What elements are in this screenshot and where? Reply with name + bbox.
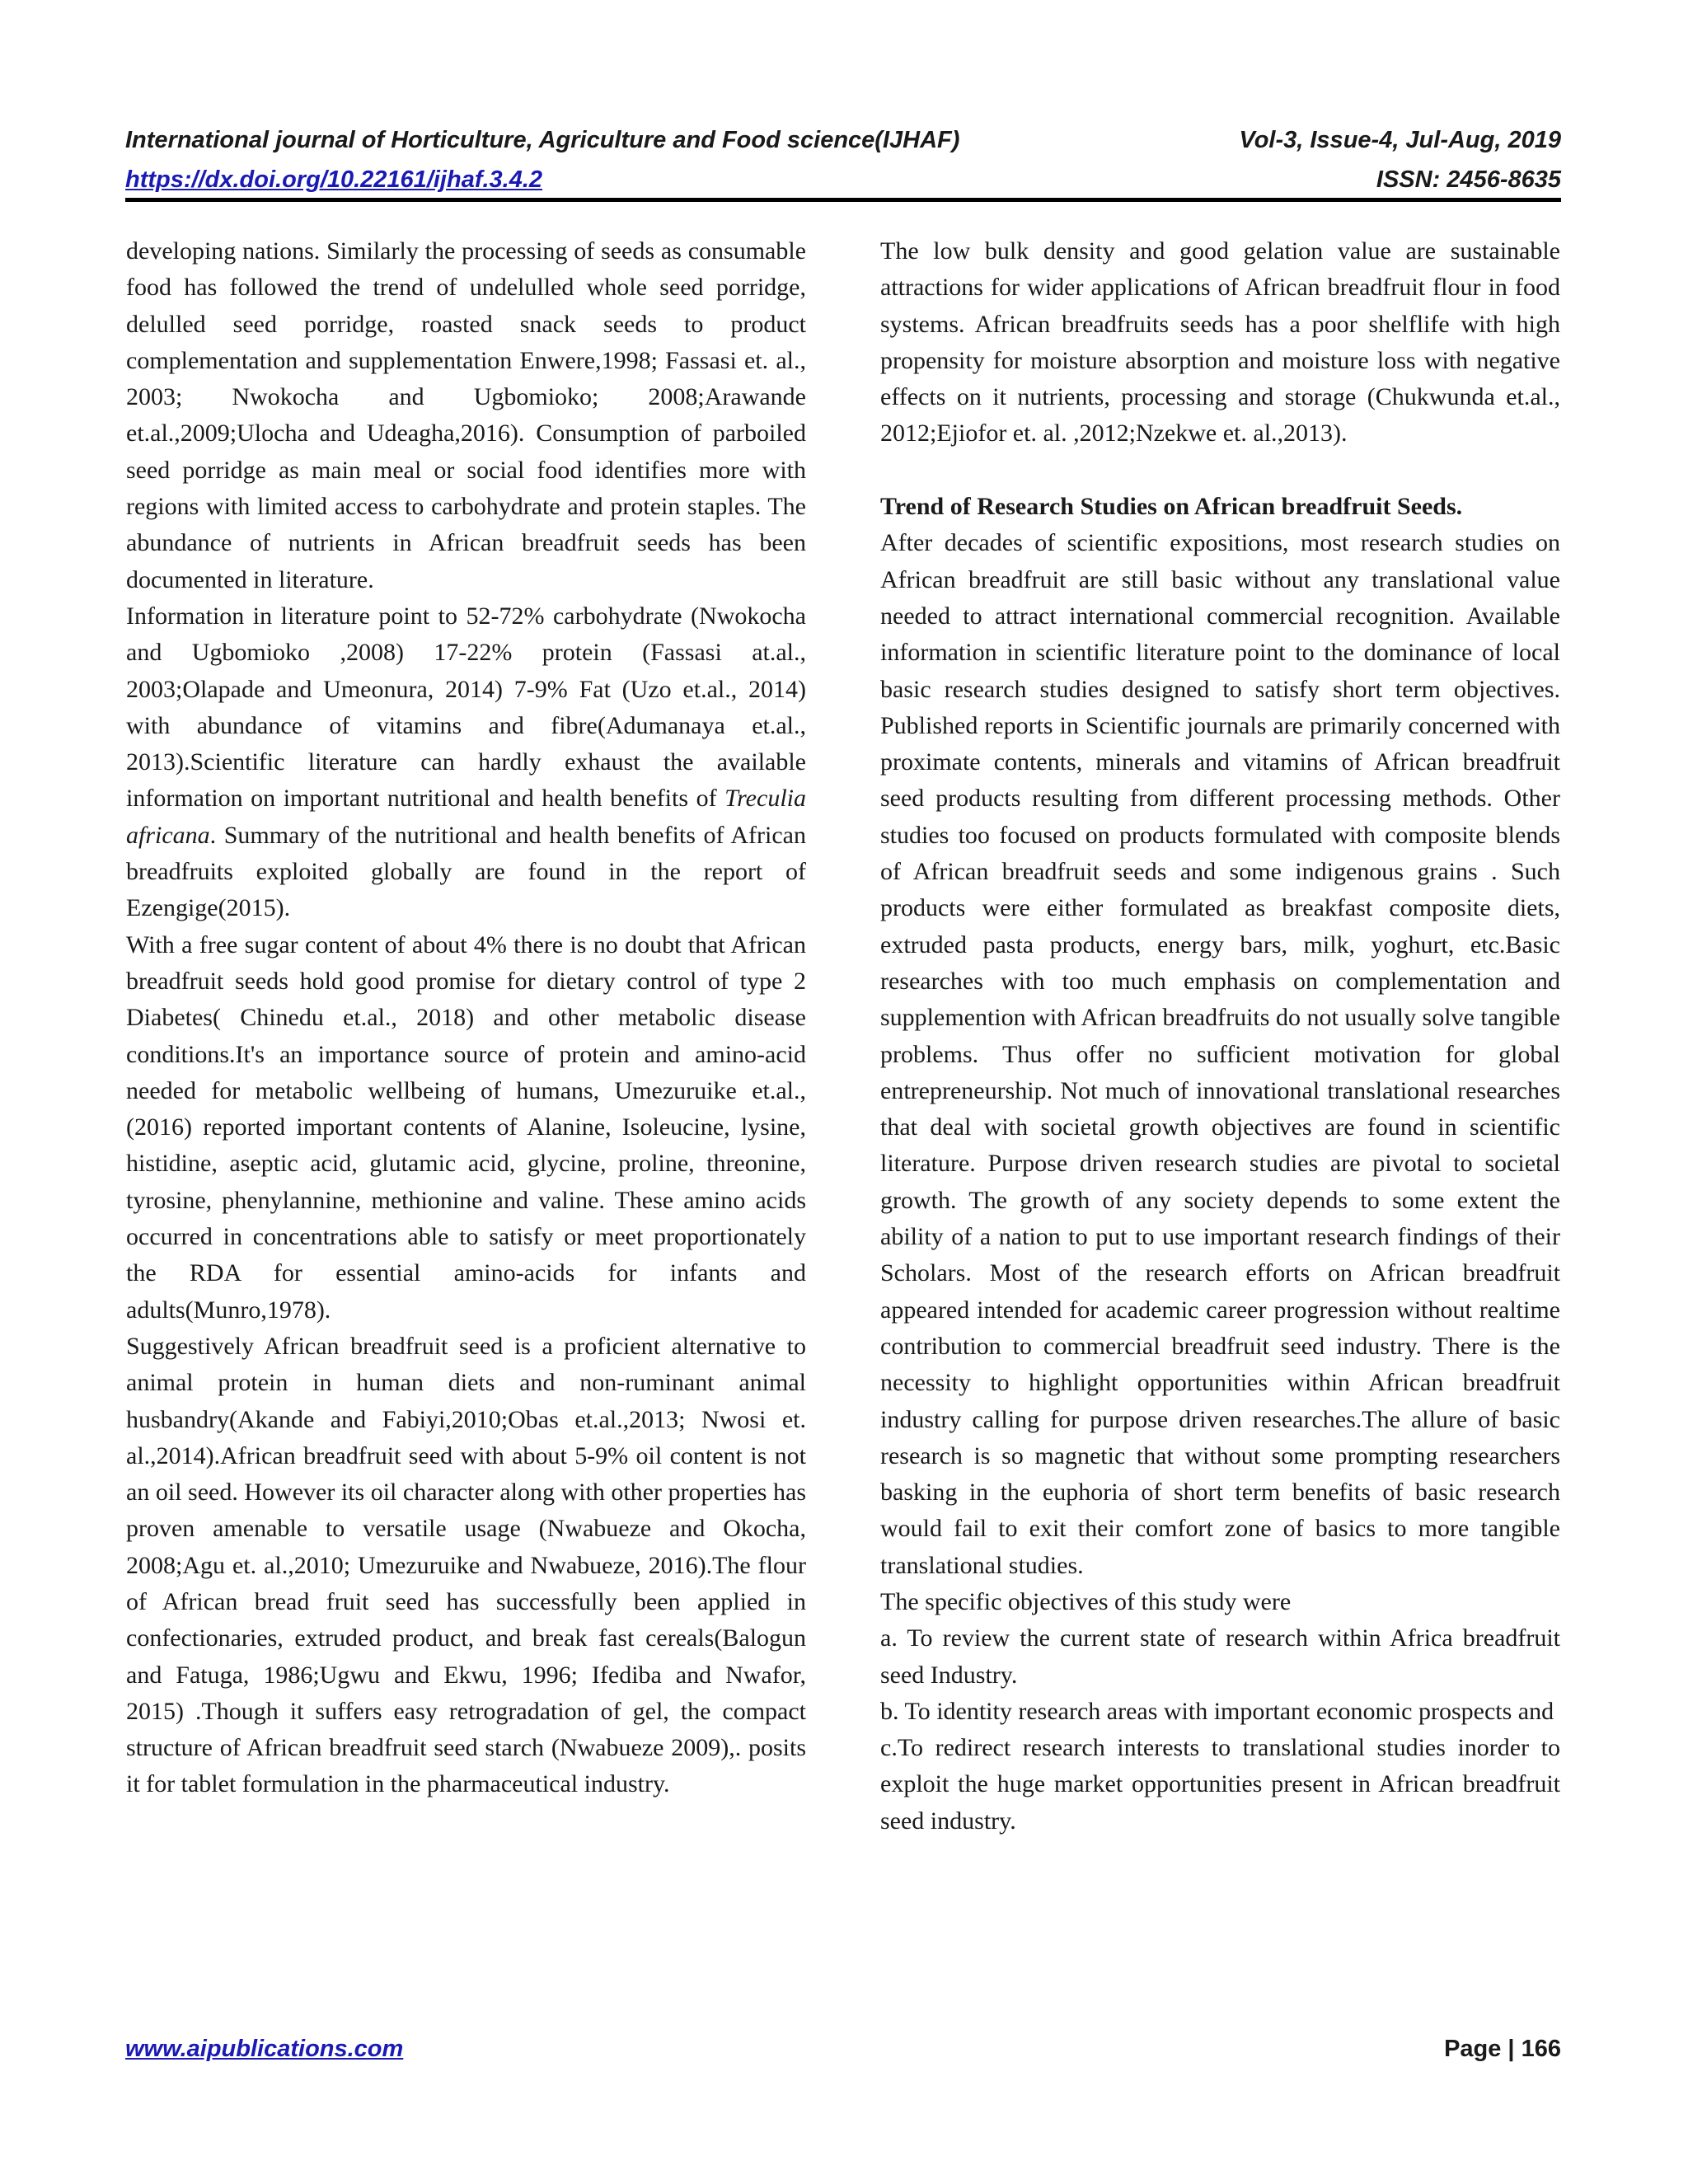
- objective-c: c.To redirect research interests to translational studies inorder to exploit the huge market opportunities present in African breadfruit seed industry.: [880, 1734, 1560, 1835]
- left-column: [126, 233, 806, 1803]
- left-paragraph-1: developing nations. Similarly the processing of seeds as consumable food has followed the trend of undelulled whole seed porridge, delulled seed porridge, roasted snack seeds to product complementation and supplementation Enwere,1998; Fassasi et. al., 2003; Nwokocha and Ugbomioko; 2008;Arawande et.al.,2009;Ulocha and Udeagha,2016). Consumption of parboiled seed porridge as main meal or social food identifies more with regions with limited access to carbohydrate and protein staples. The abundance of nutrients in African breadfruit seeds has been documented in literature.: [126, 237, 806, 593]
- website-link[interactable]: www.aipublications.com: [125, 2036, 404, 2062]
- left-paragraph-4: Suggestively African breadfruit seed is a proficient alternative to animal protein in human diets and non-ruminant animal husbandry(Akande and Fabiyi,2010;Obas et.al.,2013; Nwosi et. al.,2014).African breadfruit seed with about 5-9% oil content is not an oil seed. However its oil character along with other properties has proven amenable to versatile usage (Nwabueze and Okocha, 2008;Agu et. al.,2010; Umezuruike and Nwabueze, 2016).The flour of African bread fruit seed has successfully been applied in confectionaries, extruded product, and break fast cereals(Balogun and Fatuga, 1986;Ugwu and Ekwu, 1996; Ifediba and Nwafor, 2015) .Though it suffers easy retrogradation of gel, the compact structure of African breadfruit seed starch (Nwabueze 2009),. posits it for tablet formulation in the pharmaceutical industry.: [126, 1332, 806, 1798]
- species-name: Treculia africana: [126, 785, 806, 849]
- left-paragraph-2: [126, 598, 806, 927]
- objective-a: a. To review the current state of research within Africa breadfruit seed Industry.: [880, 1624, 1560, 1689]
- journal-title: International journal of Horticulture, Agriculture and Food science(IJHAF): [125, 127, 960, 153]
- right-column: [880, 233, 1560, 1840]
- page-footer: [125, 2036, 1561, 2063]
- objective-b: b. To identity research areas with important economic prospects and: [880, 1697, 1554, 1725]
- left-paragraph-2-text-a: Information in literature point to 52-72% carbohydrate (Nwokocha and Ugbomioko ,2008) 17-22% protein (Fassasi at.al., 2003;Olapade and Umeonura, 2014) 7-9% Fat (Uzo et.al., 2014) with abundance of vitamins and fibre(Adumanaya et.al., 2013).Scientific literature can hardly exhaust the available information on important nutritional and health benefits of: [126, 602, 806, 813]
- right-paragraph-1: The low bulk density and good gelation value are sustainable attractions for wider applications of African breadfruit flour in food systems. African breadfruits seeds has a poor shelflife with high propensity for moisture absorption and moisture loss with negative effects on it nutrients, processing and storage (Chukwunda et.al., 2012;Ejiofor et. al. ,2012;Nzekwe et. al.,2013).: [880, 237, 1560, 448]
- section-heading: Trend of Research Studies on African breadfruit Seeds.: [880, 493, 1463, 521]
- left-paragraph-2-text-b: . Summary of the nutritional and health benefits of African breadfruits exploited globally are found in the report of Ezengige(2015).: [126, 821, 806, 922]
- right-paragraph-2: After decades of scientific expositions, most research studies on African breadfruit are still basic without any translational value needed to attract international commercial recognition. Available information in scientific literature point to the dominance of local basic research studies designed to satisfy short term objectives. Published reports in Scientific journals are primarily concerned with proximate contents, minerals and vitamins of African breadfruit seed products resulting from different processing methods. Other studies too focused on products formulated with composite blends of African breadfruit seeds and some indigenous grains . Such products were either formulated as breakfast composite diets, extruded pasta products, energy bars, milk, yoghurt, etc.Basic researches with too much emphasis on complementation and supplemention with African breadfruits do not usually solve tangible problems. Thus offer no sufficient motivation for global entrepreneurship. Not much of innovational translational researches that deal with societal growth objectives are found in scientific literature. Purpose driven research studies are pivotal to societal growth. The growth of any society depends to some extent the ability of a nation to put to use important research findings of their Scholars. Most of the research efforts on African breadfruit appeared intended for academic career progression without realtime contribution to commercial breadfruit seed industry. There is the necessity to highlight opportunities within African breadfruit industry calling for purpose driven researches.The allure of basic research is so magnetic that without some prompting researchers basking in the euphoria of short term benefits of basic research would fail to exit their comfort zone of basics to more tangible translational studies.: [880, 529, 1560, 1579]
- left-paragraph-3: With a free sugar content of about 4% there is no doubt that African breadfruit seeds hold good promise for dietary control of type 2 Diabetes( Chinedu et.al., 2018) and other metabolic disease conditions.It's an importance source of protein and amino-acid needed for metabolic wellbeing of humans, Umezuruike et.al.,(2016) reported important contents of Alanine, Isoleucine, lysine, histidine, aseptic acid, glutamic acid, glycine, proline, threonine, tyrosine, phenylannine, methionine and valine. These amino acids occurred in concentrations able to satisfy or meet proportionately the RDA for essential amino-acids for infants and adults(Munro,1978).: [126, 930, 806, 1324]
- header-rule: [125, 198, 1561, 202]
- issn: ISSN: 2456-8635: [1376, 166, 1561, 193]
- page-number: Page | 166: [1444, 2036, 1561, 2062]
- header-row-1: [125, 120, 1561, 160]
- page-header: [125, 120, 1561, 199]
- objectives-intro: The specific objectives of this study were: [880, 1587, 1292, 1615]
- header-row-2: [125, 160, 1561, 199]
- volume-info: Vol-3, Issue-4, Jul-Aug, 2019: [1239, 127, 1561, 153]
- paragraph-gap: [880, 452, 1560, 489]
- doi-link[interactable]: https://dx.doi.org/10.22161/ijhaf.3.4.2: [125, 166, 543, 193]
